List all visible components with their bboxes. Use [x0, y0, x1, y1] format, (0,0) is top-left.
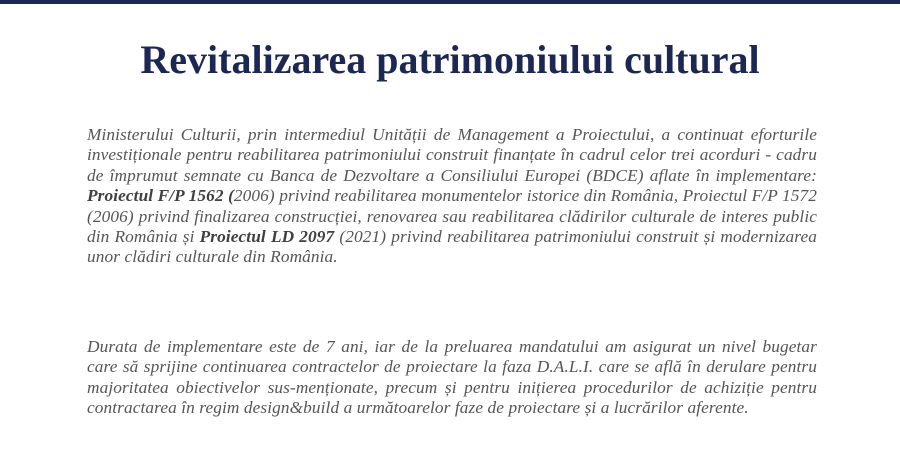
page-title: Revitalizarea patrimoniului cultural — [140, 37, 760, 82]
paragraph-1-bold-1: Proiectul F/P 1562 ( — [87, 186, 234, 206]
paragraph-1-text-3: (2021) privind reabilitarea patrimoniului construit și modernizarea unor clădiri culturale din România. — [87, 227, 817, 267]
paragraph-1-text-1: Ministerului Culturii, prin intermediul Unității de Management a Proiectului, a continuat eforturile investiționale pentru reabilitarea patrimoniului construit finanțate în cadrul celor trei acorduri - cadru de împrumut semnate cu Banca de Dezvoltare a Consiliului Europei (BDCE) aflate în implementare: — [87, 125, 817, 185]
paragraph-1-bold-2: Proiectul LD 2097 — [199, 227, 335, 247]
paragraph-2: Durata de implementare este de 7 ani, iar de la preluarea mandatului am asigurat un nivel bugetar care să sprijine continuarea contractelor de proiectare la faza D.A.L.I. care se află în derulare pentru majoritatea obiectivelor sus-menționate, precum și pentru inițierea procedurilor de achiziție pentru contractarea în regim design&build a următoarelor faze de proiectare și a lucrărilor aferente. — [87, 337, 817, 418]
top-rule — [0, 0, 900, 4]
paragraph-1 — [87, 125, 817, 268]
paragraph-1-text-2: 2006) privind reabilitarea monumentelor istorice din România, Proiectul F/P 1572 (2006) privind finalizarea construcției, renovarea sau reabilitarea clădirilor culturale de interes public din România și — [87, 186, 817, 247]
